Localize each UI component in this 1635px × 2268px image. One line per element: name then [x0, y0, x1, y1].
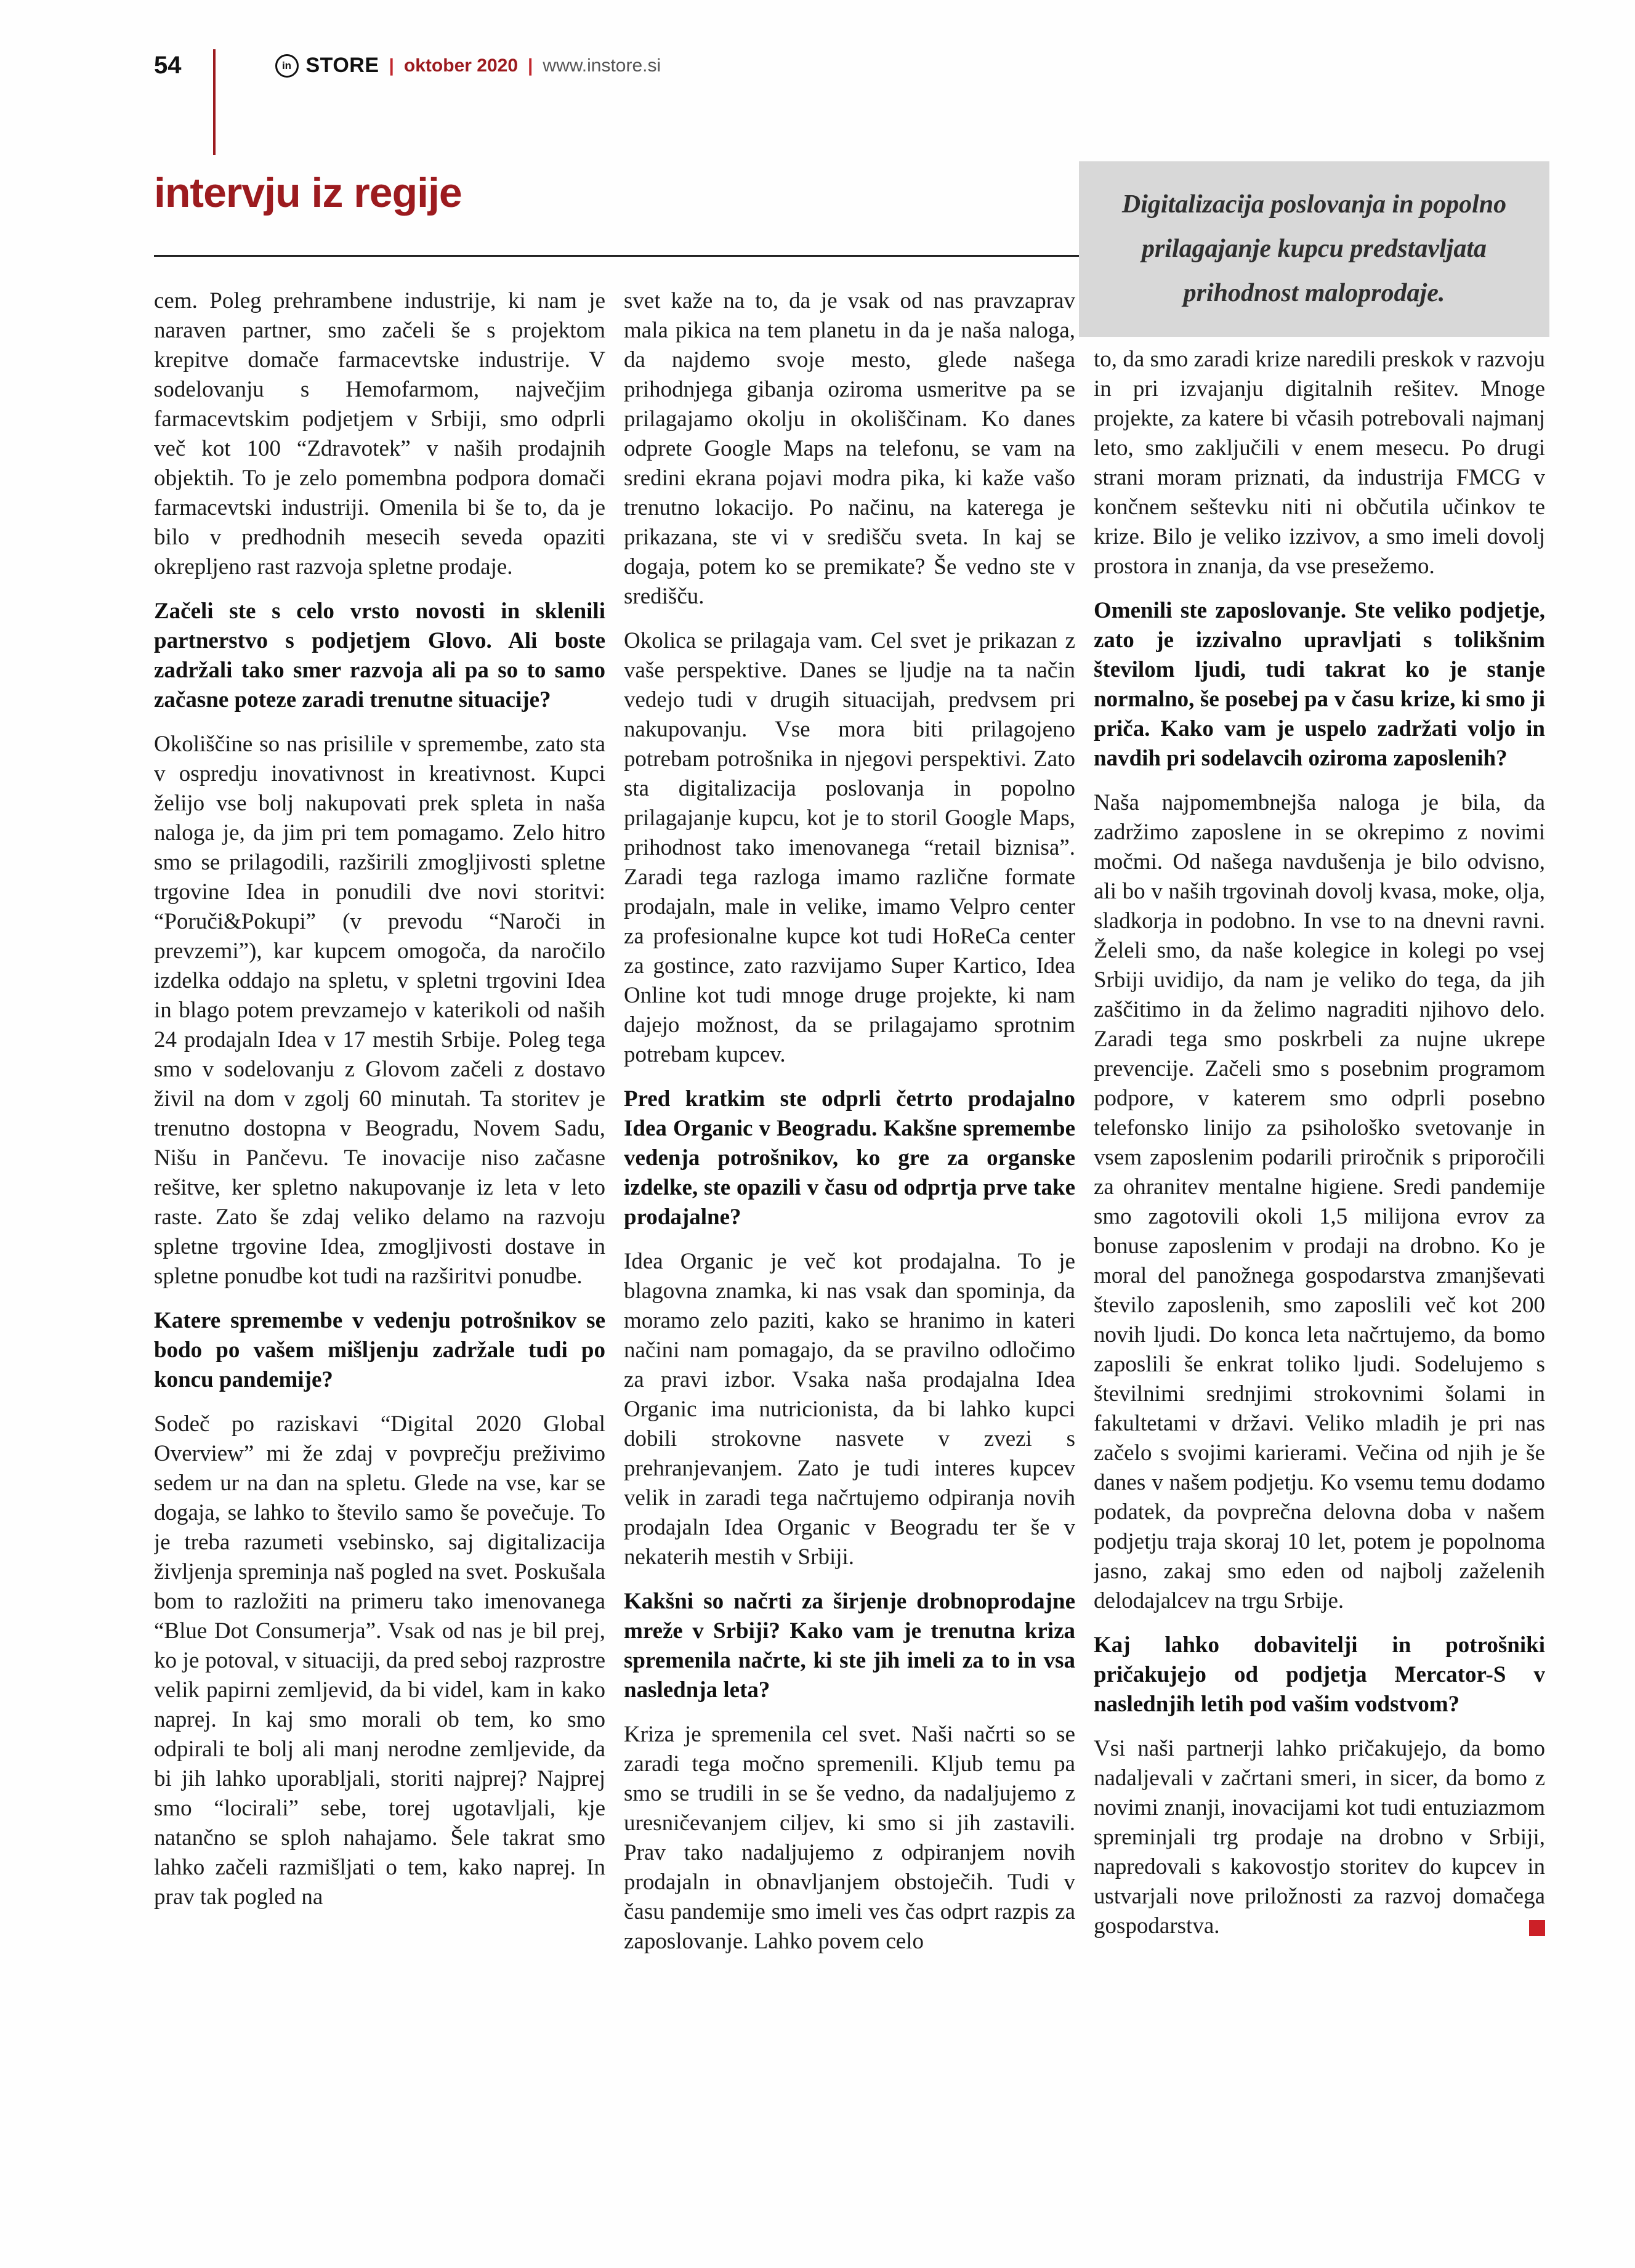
pullquote-text: Digitalizacija poslovanja in popolno prilagajanje kupcu predstavljata prihodnost maloprodaje. [1121, 190, 1507, 308]
article-end-mark [1529, 1920, 1545, 1936]
body-paragraph: Kriza je spremenila cel svet. Naši načrti so se zaradi tega močno spremenili. Kljub temu pa smo se trudili in se še vedno, da nadaljujemo z uresničevanjem ciljev, ki smo si jih zastavili. Prav tako nadaljujemo z odpiranjem novih prodajaln in obnavljanjem obstoječih. Tudi v času pandemije smo imeli ves čas odprt razpis za zaposlovanje. Lahko povem celo [624, 1722, 1075, 1954]
instore-logo-icon: in [275, 54, 299, 78]
header-separator: | [389, 55, 394, 76]
page-header [154, 52, 1546, 79]
pullquote-box [1079, 161, 1549, 337]
body-paragraph: Naša najpomembnejša naloga je bila, da zadržimo zaposlene in se okrepimo z novimi močmi. Od našega navdušenja je bilo odvisno, ali bo v naših trgovinah dovolj kvasa, moke, olja, sladkorja in podobno. In vse to na dnevni ravni. Želeli smo, da naše kolegice in kolegi po vsej Srbiji uvidijo, da nam je veliko do tega, da jih zaščitimo in da želimo nagraditi njihovo delo. Zaradi tega smo poskrbeli za nujne ukrepe prevencije. Začeli smo s posebnim programom podpore, v katerem smo odprli posebno telefonsko linijo za psihološko svetovanje in vsem zaposlenim podarili priročnik s priporočili za ohranitev mentalne higiene. Sredi pandemije smo zagotovili okoli 1,5 milijona evrov za bonuse zaposlenim v prodaji na drobno. Ko je moral del panožnega gospodarstva zmanjševati število zaposlenih, smo zaposlili več kot 200 novih ljudi. Do konca leta načrtujemo, da bomo zaposlili še enkrat toliko ljudi. Sodelujemo s številnimi srednjimi strokovnimi šolami in fakultetami v državi. Veliko mladih je pri nas začelo s svojimi karierami. Večina od njih je še danes v našem podjetju. Ko vsemu temu dodamo podatek, da povprečna delovna doba v našem podjetju traja skoraj 10 let, potem je popolnoma jasno, zakaj smo eden od najbolj zaželenih delodajalcev na trgu Srbije. [1094, 790, 1545, 1613]
column-2 [624, 286, 1075, 2177]
column-1 [154, 286, 605, 2177]
body-paragraph: svet kaže na to, da je vsak od nas pravzaprav mala pikica na tem planetu in da je naša naloga, da najdemo svoje mesto, glede našega prihodnjega gibanja oziroma usmeritve pa se prilagajamo okolju in okoliščinam. Ko danes odprete Google Maps na telefonu, se vam na sredini ekrana pojavi modra pika, ki kaže vašo trenutno lokacijo. Po načinu, na katerega je prikazana, ste vi v središču sveta. In kaj se dogaja, potem ko se premikate? Še vedno ste v središču. [624, 288, 1075, 609]
column-3 [1094, 345, 1545, 2180]
website-url: www.instore.si [543, 55, 661, 76]
interview-question: Katere spremembe v vedenju potrošnikov se bodo po vašem mišljenju zadržale tudi po koncu pandemije? [154, 1308, 605, 1392]
interview-question: Pred kratkim ste odprli četrto prodajalno Idea Organic v Beogradu. Kakšne spremembe vedenja potrošnikov, ko gre za organske izdelke, ste opazili v času od odprtja prve take prodajalne? [624, 1086, 1075, 1230]
page-number: 54 [154, 52, 182, 79]
body-paragraph: Okoliščine so nas prisilile v spremembe, zato sta v ospredju inovativnost in kreativnost. Kupci želijo vse bolj nakupovati prek spleta in naša naloga je, da jim pri tem pomagamo. Zelo hitro smo se prilagodili, razširili zmogljivosti spletne trgovine Idea in ponudili dve novi storitvi: “Poruči&Pokupi” (v prevodu “Naroči in prevzemi”), kar kupcem omogoča, da naročilo izdelka oddajo na spletu, v spletni trgovini Idea in blago potem prevzamejo v katerikoli od naših 24 prodajaln Idea v 17 mestih Srbije. Poleg tega smo v sodelovanju z Glovom začeli z dostavo živil na dom v zgolj 60 minutah. Ta storitev je trenutno dostopna v Beogradu, Novem Sadu, Nišu in Pančevu. Te inovacije niso začasne rešitve, ker spletno nakupovanje iz leta v leto raste. Zato še zdaj veliko delamo na razvoju spletne trgovine Idea, zmogljivosti dostave in spletne ponudbe kot tudi na razširitvi ponudbe. [154, 732, 605, 1289]
interview-question: Začeli ste s celo vrsto novosti in sklenili partnerstvo s podjetjem Glovo. Ali boste zadržali tako smer razvoja ali pa so to samo začasne poteze zaradi trenutne situacije? [154, 599, 605, 712]
body-paragraph: Idea Organic je več kot prodajalna. To je blagovna znamka, ki nas vsak dan spominja, da moramo zelo paziti, kako se hranimo in kateri načini nam pomagajo, da se pravilno odločimo za pravi izbor. Vsaka naša prodajalna Idea Organic ima nutricionista, da bi lahko kupci dobili strokovne nasvete v zvezi s prehranjevanjem. Zato je tudi interes kupcev velik in zaradi tega načrtujemo odpiranja novih prodajaln Idea Organic v Beogradu ter še v nekaterih mestih v Srbiji. [624, 1249, 1075, 1570]
body-paragraph: Vsi naši partnerji lahko pričakujejo, da bomo nadaljevali v začrtani smeri, in sicer, da bomo z novimi znanji, inovacijami kot tudi entuziazmom spreminjali trg prodaje na drobno v Srbiji, napredovali s kakovostjo storitev do kupcev in ustvarjali nove priložnosti za razvoj domačega gospodarstva. [1094, 1736, 1545, 1939]
interview-question: Kakšni so načrti za širjenje drobnoprodajne mreže v Srbiji? Kako vam je trenutna kriza spremenila načrte, ki ste jih imeli za to in vsa naslednja leta? [624, 1589, 1075, 1703]
body-paragraph: to, da smo zaradi krize naredili preskok v razvoju in pri izvajanju digitalnih rešitev. Mnoge projekte, za katere bi včasih potrebovali najmanj leto, smo zaključili v enem mesecu. Po drugi strani moram priznati, da industrija FMCG v končnem seštevku niti ni občutila učinkov te krize. Bilo je veliko izzivov, a smo imeli dovolj prostora in znanja, da vse presežemo. [1094, 347, 1545, 579]
interview-question: Omenili ste zaposlovanje. Ste veliko podjetje, zato je izzivalno upravljati s tolikšnim številom ljudi, tudi takrat ko je stanje normalno, še posebej pa v času krize, ki smo ji priča. Kako vam je uspelo zadržati voljo in navdih pri sodelavcih oziroma zaposlenih? [1094, 598, 1545, 771]
interview-question: Kaj lahko dobavitelji in potrošniki pričakujejo od podjetja Mercator-S v naslednjih letih pod vašim vodstvom? [1094, 1632, 1545, 1717]
body-paragraph: Okolica se prilagaja vam. Cel svet je prikazan z vaše perspektive. Danes se ljudje na ta način vedejo tudi v drugih situacijah, predvsem pri nakupovanju. Vse mora biti prilagojeno potrebam potrošnika in njegovi perspektivi. Zato sta digitalizacija poslovanja in popolno prilagajanje kupcu, kot je to storil Google Maps, prihodnost tako imenovanega “retail biznisa”. Zaradi tega razloga imamo različne formate prodajaln, male in velike, imamo Velpro center za profesionalne kupce kot tudi HoReCa center za gostince, zato razvijamo Super Kartico, Idea Online kot tudi mnoge druge projekte, ki nam dajejo možnost, da se prilagajamo sprotnim potrebam kupcev. [624, 628, 1075, 1067]
header-red-rule [213, 49, 216, 155]
body-paragraph: Sodeč po raziskavi “Digital 2020 Global Overview” mi že zdaj v povprečju preživimo sedem ur na dan na spletu. Glede na vse, kar se dogaja, se lahko to število samo še povečuje. To je treba razumeti vsebinsko, saj digitalizacija življenja spreminja naš pogled na svet. Poskušala bom to razložiti na primeru tako imenovanega “Blue Dot Consumerja”. Vsak od nas je bil prej, ko je potoval, v situaciji, da pred seboj razprostre velik papirni zemljevid, da bi videl, kam in kako naprej. In kaj smo morali ob tem, ko smo odpirali te bolj ali manj nerodne zemljevide, da bi jih lahko uporabljali, storiti najprej? Najprej smo “locirali” sebe, torej ugotavljali, kje natančno se sploh nahajamo. Šele takrat smo lahko začeli razmišljati o tem, kako naprej. In prav tak pogled na [154, 1411, 605, 1910]
section-title: intervju iz regije [154, 169, 462, 216]
magazine-name: STORE [305, 54, 379, 77]
header-separator: | [528, 55, 533, 76]
body-paragraph: cem. Poleg prehrambene industrije, ki nam je naraven partner, smo začeli še s projektom krepitve domače farmacevtske industrije. V sodelovanju s Hemofarmom, največjim farmacevtskim podjetjem v Srbiji, smo odprli več kot 100 “Zdravotek” v naših prodajnih objektih. To je zelo pomembna podpora domači farmacevtski industriji. Omenila bi še to, da je bilo v predhodnih mesecih seveda opaziti okrepljeno rast razvoja spletne prodaje. [154, 288, 605, 579]
issue-date: oktober 2020 [403, 55, 519, 76]
